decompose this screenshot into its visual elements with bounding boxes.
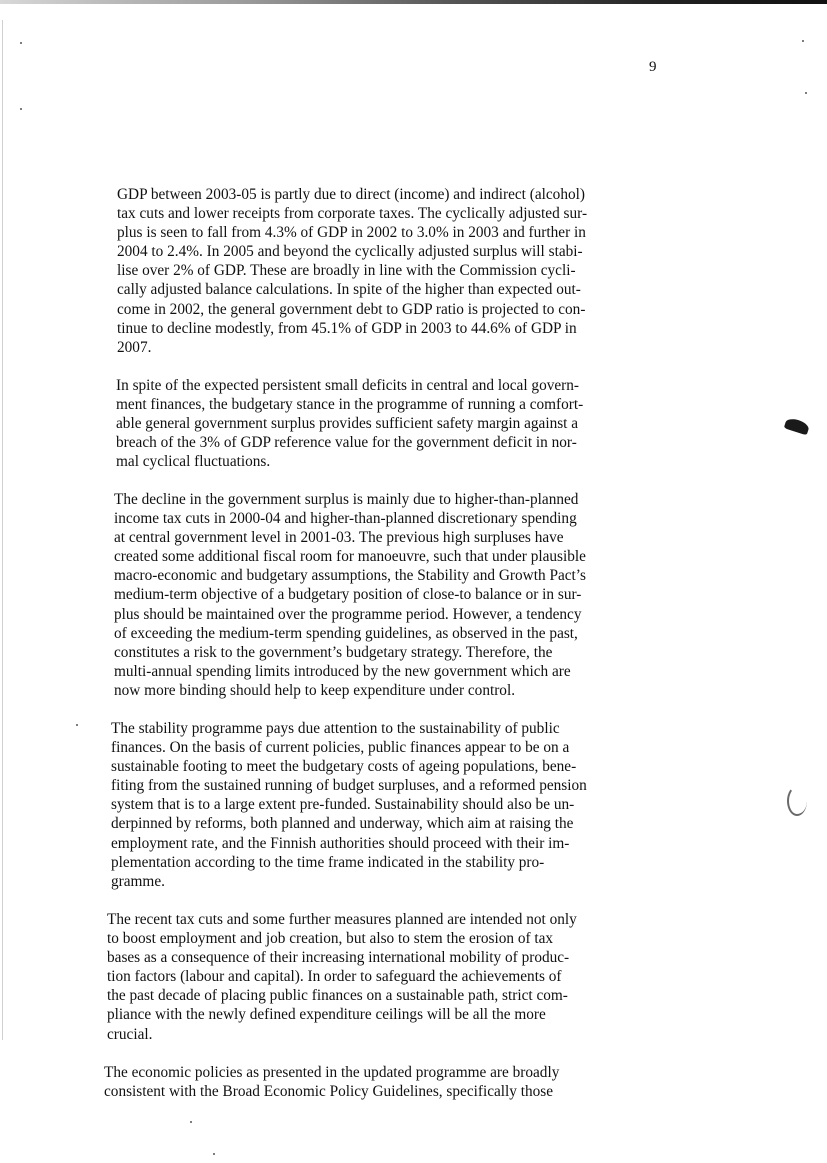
scan-speck <box>20 42 22 44</box>
text-line: The recent tax cuts and some further measures planned are intended not only <box>107 911 577 928</box>
paragraph-1 <box>117 185 642 357</box>
scan-smudge-mark <box>784 417 811 436</box>
text-line: finances. On the basis of current policies, public finances appear to be on a <box>111 739 570 757</box>
text-line: come in 2002, the general government debt to GDP ratio is projected to con- <box>117 300 586 318</box>
text-line: employment rate, and the Finnish authorities should proceed with their im- <box>111 834 570 852</box>
text-line: multi-annual spending limits introduced by the new government which are <box>114 662 571 680</box>
scan-top-edge <box>0 0 827 4</box>
paragraph-6 <box>104 1063 629 1101</box>
text-line: income tax cuts in 2000-04 and higher-than-planned discretionary spending <box>114 510 577 528</box>
text-line: 2004 to 2.4%. In 2005 and beyond the cyclically adjusted surplus will stabi- <box>117 243 583 261</box>
text-line: The stability programme pays due attention to the sustainability of public <box>111 720 560 737</box>
text-line: sustainable footing to meet the budgetary costs of ageing populations, bene- <box>111 758 577 776</box>
text-line: crucial. <box>107 1025 153 1043</box>
text-line: constitutes a risk to the government’s budgetary strategy. Therefore, the <box>114 643 553 661</box>
text-line: breach of the 3% of GDP reference value for the government deficit in nor- <box>116 434 577 452</box>
text-line: lise over 2% of GDP. These are broadly in line with the Commission cycli- <box>117 262 576 280</box>
scan-speck <box>213 1153 215 1155</box>
paragraph-3 <box>114 490 639 700</box>
scan-speck <box>76 724 78 726</box>
text-line: system that is to a large extent pre-funded. Sustainability should also be un- <box>111 796 575 814</box>
paragraph-4 <box>111 719 636 891</box>
text-line: created some additional fiscal room for manoeuvre, such that under plausible <box>114 548 586 566</box>
text-line: bases as a consequence of their increasing international mobility of produc- <box>107 949 570 967</box>
text-line: tax cuts and lower receipts from corporate taxes. The cyclically adjusted sur- <box>117 205 588 223</box>
text-line: tinue to decline modestly, from 45.1% of GDP in 2003 to 44.6% of GDP in <box>117 319 577 337</box>
text-line: pliance with the newly defined expenditure ceilings will be all the more <box>107 1006 546 1024</box>
paragraph-2 <box>116 376 641 471</box>
text-line: of exceeding the medium-term spending guidelines, as observed in the past, <box>114 624 578 642</box>
text-line: mal cyclical fluctuations. <box>116 453 271 471</box>
text-line: gramme. <box>111 872 165 890</box>
text-line: The economic policies as presented in the updated programme are broadly <box>104 1064 560 1081</box>
text-line: plus is seen to fall from 4.3% of GDP in 2002 to 3.0% in 2003 and further in <box>117 224 586 242</box>
text-line: In spite of the expected persistent small deficits in central and local govern- <box>116 377 579 394</box>
page-number: 9 <box>649 59 657 75</box>
text-line: to boost employment and job creation, but also to stem the erosion of tax <box>107 930 554 948</box>
text-line: GDP between 2003-05 is partly due to direct (income) and indirect (alcohol) <box>117 186 585 203</box>
scan-left-edge <box>2 20 3 1040</box>
text-line: ment finances, the budgetary stance in the programme of running a comfort- <box>116 396 584 414</box>
scan-speck <box>190 1121 192 1123</box>
scan-speck <box>805 92 807 94</box>
text-line: now more binding should help to keep expenditure under control. <box>114 681 516 699</box>
text-line: cally adjusted balance calculations. In spite of the higher than expected out- <box>117 281 581 299</box>
text-line: medium-term objective of a budgetary position of close-to balance or in sur- <box>114 586 582 604</box>
text-line: plus should be maintained over the programme period. However, a tendency <box>114 605 582 623</box>
text-line: tion factors (labour and capital). In order to safeguard the achievements of <box>107 968 562 986</box>
scan-speck <box>20 108 22 110</box>
text-line: at central government level in 2001-03. The previous high surpluses have <box>114 529 564 547</box>
text-line: consistent with the Broad Economic Policy Guidelines, specifically those <box>104 1083 554 1101</box>
text-line: fiting from the sustained running of budget surpluses, and a reformed pension <box>111 777 587 795</box>
text-line: plementation according to the time frame indicated in the stability pro- <box>111 853 545 871</box>
scan-speck <box>802 40 804 42</box>
text-line: able general government surplus provides sufficient safety margin against a <box>116 415 579 433</box>
text-line: The decline in the government surplus is mainly due to higher-than-planned <box>114 491 579 508</box>
text-line: 2007. <box>117 338 152 356</box>
text-line: macro-economic and budgetary assumptions, the Stability and Growth Pact’s <box>114 567 586 585</box>
paragraph-5 <box>107 910 632 1044</box>
text-line: the past decade of placing public finances on a sustainable path, strict com- <box>107 987 568 1005</box>
scan-curl-mark <box>787 786 807 816</box>
text-line: derpinned by reforms, both planned and underway, which aim at raising the <box>111 815 574 833</box>
